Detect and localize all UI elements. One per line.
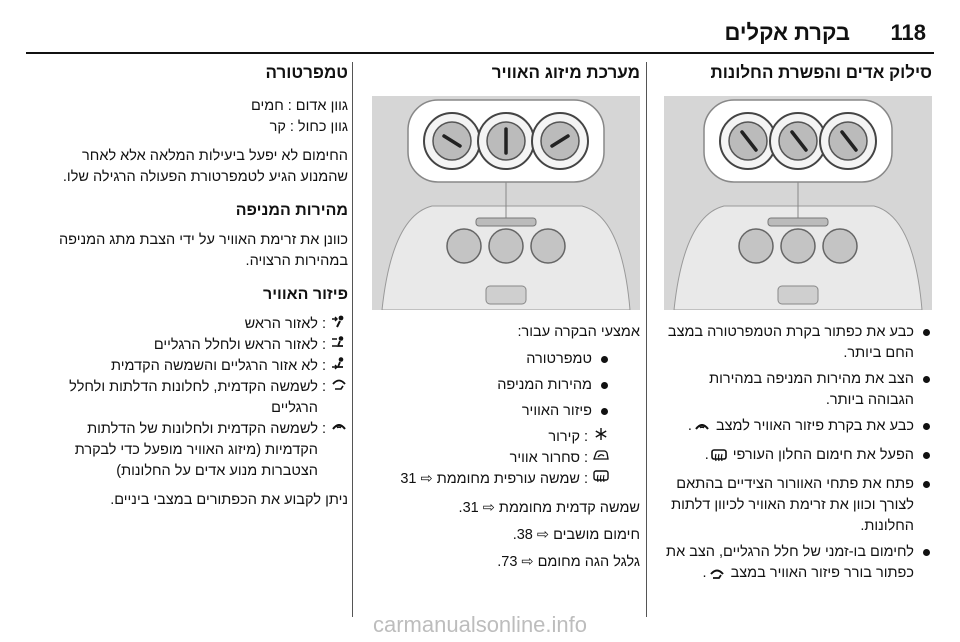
list-item: : קירור: [372, 427, 610, 448]
chapter-title: בקרת אקלים: [724, 20, 850, 45]
recirculation-icon: [592, 448, 610, 469]
rear-window-heat-icon: [711, 448, 727, 469]
list-item: : לשמשה הקדמית, לחלונות הדלתות ולחלל הרגליים: [44, 377, 348, 419]
rear-window-heat-icon: [592, 469, 610, 490]
list-item: גוון אדום : חמים: [250, 98, 348, 114]
section-title-climate: מערכת מיזוג האוויר: [491, 63, 640, 82]
header-rule: [26, 52, 934, 54]
distribution-list: [44, 314, 348, 482]
column-defog: [664, 62, 932, 622]
column-temperature: [44, 62, 348, 622]
list-item: לחימום בו-זמני של חלל הרגליים, הצב את כפתור בורר פיזור האוויר במצב .: [664, 542, 932, 587]
section-title-distribution: פיזור האוויר: [262, 286, 348, 303]
list-item: : לאזור הראש ולחלל הרגליים: [44, 335, 348, 356]
climate-symbols: [372, 427, 610, 490]
air-windscreen-feet-icon: [330, 377, 348, 398]
list-item: הצב את מהירות המניפה במהירות הגבוהה ביותר.: [664, 369, 932, 411]
list-item: הפעל את חימום החלון העורפי .: [664, 445, 932, 469]
list-item: : לא אזור הרגליים והשמשה הקדמית: [44, 356, 348, 377]
reference-windscreen: שמשה קדמית מחוממת ⇨ 31.: [458, 500, 640, 516]
temperature-list: [44, 96, 348, 138]
list-item: כבע את בקרת פיזור האוויר למצב .: [664, 416, 932, 440]
air-head-feet-icon: [330, 335, 348, 356]
list-item: : סחרור אוויר: [372, 448, 610, 469]
climate-panel-figure: [372, 96, 640, 310]
fan-text: כוונן את זרימת האוויר על ידי הצבת מתג המניפה במהירות הרצויה.: [58, 232, 348, 269]
section-title-fan: מהירות המניפה: [235, 202, 348, 219]
reference-seats: חימום מושבים ⇨ 38.: [512, 527, 640, 543]
watermark: carmanualsonline.info: [372, 612, 588, 637]
snowflake-icon: [592, 427, 610, 448]
list-item: טמפרטורה: [372, 349, 610, 370]
section-title-defog: סילוק אדים והפשרת החלונות: [710, 63, 932, 82]
controls-intro: אמצעי הבקרה עבור:: [517, 324, 640, 340]
closing-note: ניתן לקבוע את הכפתורים במצבי ביניים.: [110, 492, 348, 508]
air-windscreen-icon: [330, 419, 348, 440]
section-title-temperature: טמפרטורה: [265, 63, 348, 82]
controls-list: [372, 349, 610, 422]
list-item: מהירות המניפה: [372, 375, 610, 396]
column-climate: [372, 62, 640, 622]
list-item: : לשמשה הקדמית ולחלונות של הדלתות הקדמיות (מיזוג האוויר מופעל כדי לבקרת הצטברות מנוע אדים על החלונות): [44, 419, 348, 482]
list-item: : לאזור הראש: [44, 314, 348, 335]
list-item: פתח את פתחי האוורור הצידיים בהתאם לצורך וכוון את זרימת האוויר לכיוון דלתות החלונות.: [664, 474, 932, 537]
air-head-icon: [330, 314, 348, 335]
air-windscreen-feet-icon: [709, 566, 725, 587]
list-item: : שמשה עורפית מחוממת ⇨ 31: [372, 469, 610, 490]
page-number: 118: [890, 20, 926, 45]
list-item: פיזור האוויר: [372, 401, 610, 422]
list-item: כבע את כפתור בקרת הטמפרטורה במצב החם ביותר.: [664, 322, 932, 364]
page-header: [0, 20, 960, 52]
reference-steering: גלגל הגה מחומם ⇨ 73.: [497, 554, 640, 570]
climate-panel-figure: [664, 96, 932, 310]
column-divider: [352, 62, 353, 617]
defog-steps: [664, 322, 932, 587]
temperature-note: החימום לא יפעל ביעילות המלאה אלא לאחר שהמנוע הגיע לטמפרטורת הפעולה הרגילה שלו.: [62, 148, 348, 185]
list-item: גוון כחול : קר: [269, 119, 348, 135]
air-windscreen-icon: [694, 419, 710, 440]
column-divider: [646, 62, 647, 617]
air-feet-icon: [330, 356, 348, 377]
